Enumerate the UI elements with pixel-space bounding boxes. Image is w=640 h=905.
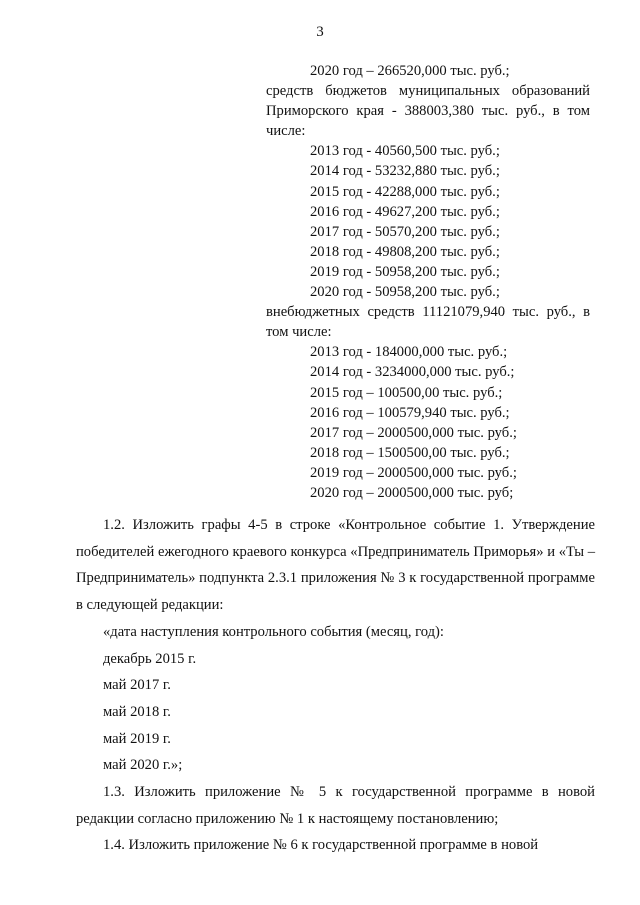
list-item: май 2019 г. [103,730,171,747]
list-item: 2020 год - 50958,200 тыс. руб.; [310,284,500,301]
list-item: 2013 год - 184000,000 тыс. руб.; [310,344,508,361]
list-item: 2014 год - 53232,880 тыс. руб.; [310,163,500,180]
list-item: май 2017 г. [103,677,171,694]
regional-2020-line: 2020 год – 266520,000 тыс. руб.; [310,63,510,79]
list-item: 2013 год - 40560,500 тыс. руб.; [310,143,500,160]
page-number: 3 [316,24,324,40]
list-item: 2017 год - 50570,200 тыс. руб.; [310,223,500,240]
list-item: 2016 год - 49627,200 тыс. руб.; [310,203,500,220]
item-1-4-paragraph: 1.4. Изложить приложение № 6 к государственной программе в новой [103,837,539,854]
list-item: 2015 год – 100500,00 тыс. руб.; [310,384,503,401]
event-dates-list [76,619,595,779]
list-item: 2018 год – 1500500,00 тыс. руб.; [310,444,510,461]
list-item: 2019 год – 2000500,000 тыс. руб.; [310,464,517,481]
municipal-heading: средств бюджетов муниципальных образований Приморского края - 388003,380 тыс. руб., в том числе: [266,83,590,140]
item-1-3-paragraph: 1.3. Изложить приложение № 5 к государственной программе в новой редакции согласно приложению № 1 к настоящему постановлению; [76,784,595,827]
municipal-years-list [266,141,590,302]
list-item: 2015 год - 42288,000 тыс. руб.; [310,183,500,200]
list-item: 2018 год - 49808,200 тыс. руб.; [310,243,500,260]
item-1-2-paragraph: 1.2. Изложить графы 4-5 в строке «Контрольное событие 1. Утверждение победителей ежегодного краевого конкурса «Предприниматель Приморья» и «Ты – Предприниматель» подпункта 2.3.1 приложения № 3 к государственной программе в следующей редакции: [76,517,595,614]
list-item: 2020 год – 2000500,000 тыс. руб; [310,484,514,501]
list-item: 2014 год - 3234000,000 тыс. руб.; [310,364,515,381]
list-item: «дата наступления контрольного события (месяц, год): [103,623,444,640]
list-item: 2016 год – 100579,940 тыс. руб.; [310,404,510,421]
extrabudget-years-list [266,342,590,503]
funding-block [266,61,590,503]
list-item: май 2020 г.»; [103,757,183,774]
main-text [76,512,595,859]
list-item: май 2018 г. [103,703,171,720]
list-item: 2017 год – 2000500,000 тыс. руб.; [310,424,517,441]
extrabudget-heading: внебюджетных средств 11121079,940 тыс. руб., в том числе: [266,304,590,341]
list-item: декабрь 2015 г. [103,650,197,667]
list-item: 2019 год - 50958,200 тыс. руб.; [310,263,500,280]
